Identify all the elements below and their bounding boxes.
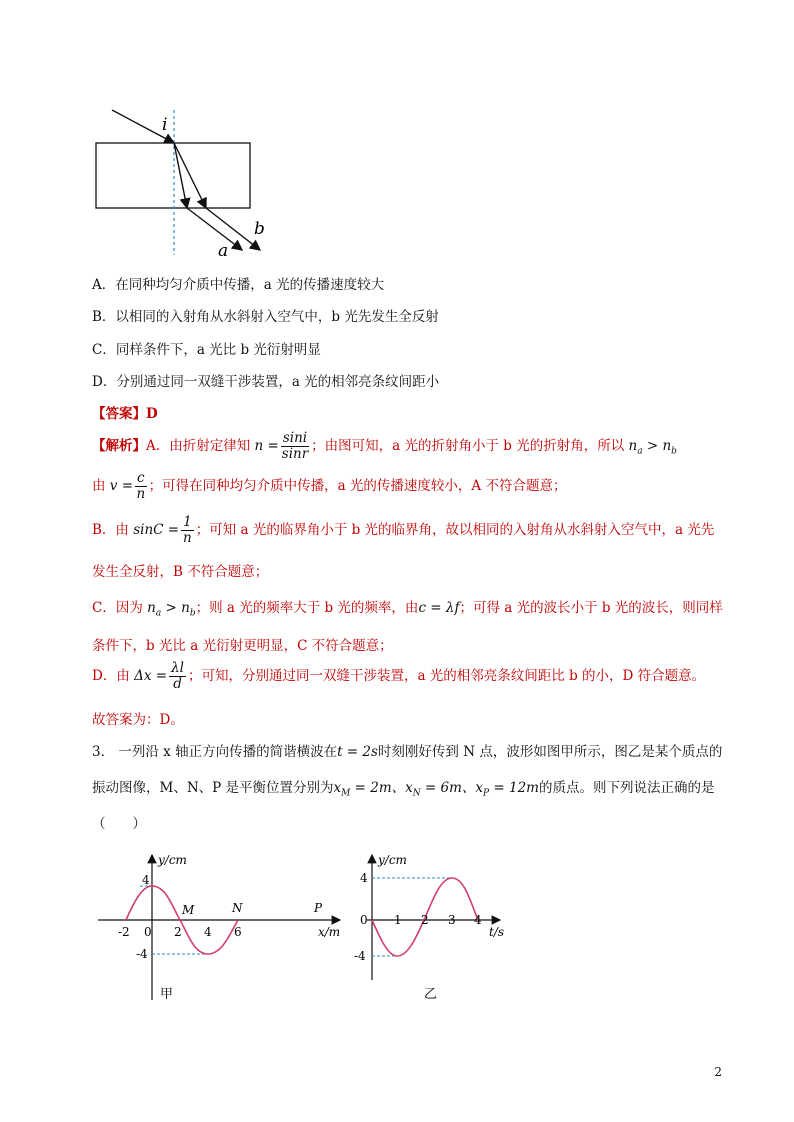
tick-origin-2: 0 xyxy=(360,913,368,927)
tick-y-top: 4 xyxy=(142,873,150,887)
analysis-c1-pre: C．因为 xyxy=(92,600,143,616)
q3-v3: = 12m xyxy=(489,780,539,796)
tick-x-6: 6 xyxy=(234,925,242,939)
option-a: A．在同种均匀介质中传播，a 光的传播速度较大 xyxy=(92,277,385,293)
tick-y-bottom-2: -4 xyxy=(354,949,366,963)
caption-jia: 甲 xyxy=(160,987,174,1002)
frac-num-c: c xyxy=(137,470,145,486)
frac-num-sini: sini xyxy=(282,430,308,446)
sub-a: a xyxy=(637,446,643,457)
q3-eq-t: t = 2s xyxy=(337,744,378,760)
option-d: D．分别通过同一双缝干涉装置，a 光的相邻亮条纹间距小 xyxy=(92,374,440,390)
c-sub-a: a xyxy=(155,608,162,619)
q3-line1-pre: 3． 一列沿 x 轴正方向传播的简谐横波在 xyxy=(92,744,338,760)
analysis-d1-pre: D．由 xyxy=(92,668,130,684)
q3-line1-post: 时刻刚好传到 N 点，波形如图甲所示，图乙是某个质点的 xyxy=(377,744,723,760)
eq-sinc: sinC = xyxy=(133,522,180,538)
frac-den-n2: n xyxy=(183,530,192,546)
eq-delta-x: Δx = xyxy=(134,668,168,684)
eq-v: v = xyxy=(109,478,134,494)
analysis-c-line1 xyxy=(92,596,723,619)
analysis-a-pre: A．由折射定律知 xyxy=(146,438,251,454)
refracted-ray-a xyxy=(174,143,187,208)
option-c: C．同样条件下，a 光比 b 光衍射明显 xyxy=(92,342,321,358)
tick-t-1: 1 xyxy=(394,913,402,927)
analysis-a-line2 xyxy=(92,470,566,502)
analysis-a2-post: ；可得在同种均匀介质中传播，a 光的传播速度较小，A 不符合题意； xyxy=(148,478,567,494)
q3-line2-pre: 振动图像，M、N、P 是平衡位置分别为 xyxy=(92,780,334,796)
frac-den-sinr: sinr xyxy=(281,446,309,462)
tick-t-2: 2 xyxy=(421,913,429,927)
tick-x-2: 2 xyxy=(174,925,182,939)
point-p: P xyxy=(314,901,323,915)
n-a: n xyxy=(628,438,638,454)
q3-sub-n: N xyxy=(412,788,421,799)
analysis-c1-mid: ；则 a 光的频率大于 b 光的频率，由 xyxy=(195,600,419,616)
y-axis-label: y/cm xyxy=(158,853,187,867)
point-m: M xyxy=(182,903,195,917)
eq-c-lambda-f: c = λf xyxy=(418,600,460,616)
question3-line2 xyxy=(92,776,714,799)
analysis-b1-pre: B．由 xyxy=(92,522,129,538)
answer-label: 【答案】D xyxy=(92,406,158,422)
refracted-ray-b xyxy=(174,143,206,208)
caption-yi: 乙 xyxy=(424,987,438,1002)
analysis-c1-post: ；可得 a 光的波长小于 b 光的波长，则同样 xyxy=(459,600,723,616)
analysis-a2-pre: 由 xyxy=(92,478,106,494)
vibration-graph-yi xyxy=(352,850,512,1010)
analysis-final: 故答案为：D。 xyxy=(92,712,184,728)
q3-sub-m: M xyxy=(341,788,351,799)
analysis-head: 【解析】 xyxy=(92,438,146,454)
q3-sub-p: P xyxy=(483,788,490,799)
analysis-d-line1 xyxy=(92,660,705,692)
tick-t-4: 4 xyxy=(474,913,482,927)
frac-den-n: n xyxy=(136,486,146,502)
frac-num-1: 1 xyxy=(183,514,192,530)
analysis-a-post: ；由图可知，a 光的折射角小于 b 光的折射角，所以 xyxy=(311,438,625,454)
label-a: a xyxy=(218,241,229,261)
x-axis-label: x/m xyxy=(318,925,341,939)
q3-v1: = 2m、x xyxy=(350,780,413,796)
point-n: N xyxy=(232,901,243,915)
tick-x-neg2: -2 xyxy=(118,925,130,939)
label-i: i xyxy=(162,115,168,135)
y-axis-label-2: y/cm xyxy=(378,853,407,867)
wave-graph-jia xyxy=(90,850,350,1010)
c-n-a: n xyxy=(147,600,156,616)
tick-x-0: 0 xyxy=(144,925,152,939)
option-b: B．以相同的入射角从水斜射入空气中，b 光先发生全反射 xyxy=(92,309,439,325)
analysis-d1-post: ；可知，分别通过同一双缝干涉装置，a 光的相邻亮条纹间距比 b 的小，D 符合题意。 xyxy=(187,668,706,684)
c-gt-n: > n xyxy=(161,600,190,616)
t-axis-label: t/s xyxy=(489,925,505,939)
tick-x-4: 4 xyxy=(204,925,212,939)
gt-n: > n xyxy=(642,438,672,454)
refraction-diagram xyxy=(90,100,290,265)
tick-t-3: 3 xyxy=(448,913,456,927)
eq-n: n = xyxy=(254,438,279,454)
analysis-a-line1 xyxy=(92,430,677,468)
q3-x: x xyxy=(333,780,342,796)
q3-line2-post: 的质点。则下列说法正确的是 xyxy=(538,780,715,796)
page-number: 2 xyxy=(714,1065,722,1079)
analysis-c-line2: 条件下，b 光比 a 光衍射更明显，C 不符合题意； xyxy=(92,638,393,654)
question3-line1 xyxy=(92,740,722,760)
frac-den-d: d xyxy=(173,676,182,692)
q3-v2: = 6m、x xyxy=(420,780,484,796)
question3-line3: （ ） xyxy=(92,816,146,832)
analysis-b-line1 xyxy=(92,514,714,546)
tick-y-bottom: -4 xyxy=(136,947,148,961)
frac-num-lambda-l: λl xyxy=(171,660,184,676)
label-b: b xyxy=(254,219,265,239)
analysis-b-line2: 发生全反射，B 不符合题意； xyxy=(92,564,269,580)
glass-slab xyxy=(96,143,250,208)
analysis-b1-post: ；可知 a 光的临界角小于 b 光的临界角，故以相同的入射角从水斜射入空气中，a 光先 xyxy=(195,522,715,538)
tick-y-top-2: 4 xyxy=(360,871,368,885)
c-sub-b: b xyxy=(189,608,196,619)
sub-b: b xyxy=(671,446,677,457)
